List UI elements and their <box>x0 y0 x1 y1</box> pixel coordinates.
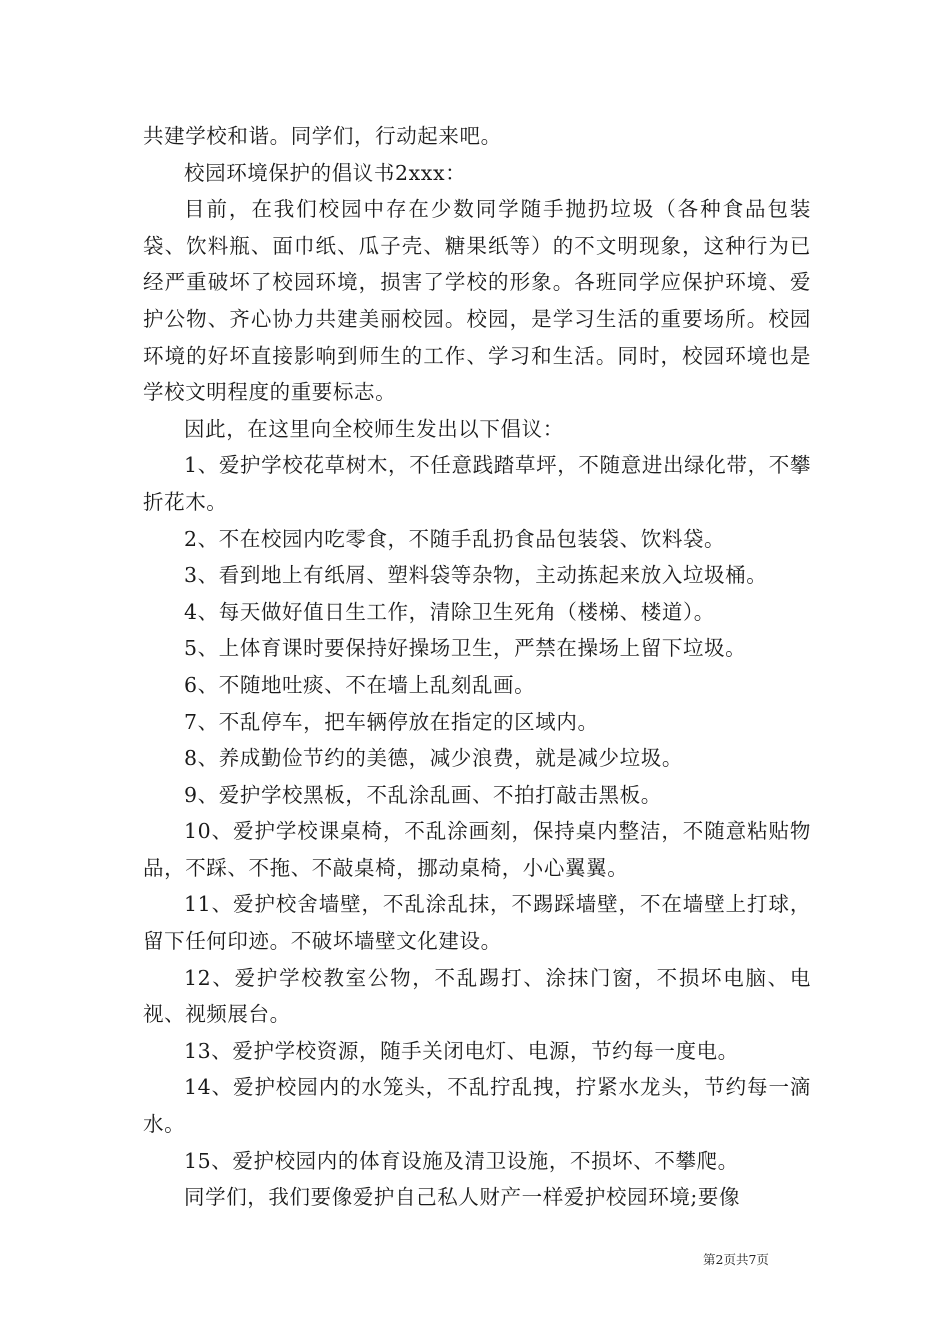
list-item: 1、爱护学校花草树木，不任意践踏草坪，不随意进出绿化带，不攀折花木。 <box>143 453 811 514</box>
list-item: 9、爱护学校黑板，不乱涂乱画、不拍打敲击黑板。 <box>184 782 662 807</box>
list-item: 11、爱护校舍墙壁，不乱涂乱抹，不踢踩墙壁，不在墙壁上打球，留下任何印迹。不破坏墙壁文化建设。 <box>143 892 811 954</box>
list-item: 4、每天做好值日生工作，清除卫生死角（楼梯、楼道）。 <box>184 599 715 624</box>
list-item: 8、养成勤俭节约的美德，减少浪费，就是减少垃圾。 <box>184 746 683 771</box>
letter-title: 校园环境保护的倡议书2xxx： <box>184 160 467 185</box>
list-item: 13、爱护学校资源，随手关闭电灯、电源，节约每一度电。 <box>184 1038 739 1063</box>
paragraph: 共建学校和谐。同学们，行动起来吧。 <box>143 124 502 148</box>
list-item: 14、爱护校园内的水笼头，不乱拧乱拽，拧紧水龙头，节约每一滴水。 <box>143 1075 811 1137</box>
page-number: 第2页共7页 <box>703 1252 769 1267</box>
body-text <box>143 118 811 1216</box>
list-item: 10、爱护学校课桌椅，不乱涂画刻，保持桌内整洁，不随意粘贴物品，不踩、不拖、不敲桌椅，挪动桌椅，小心翼翼。 <box>143 819 811 880</box>
paragraph: 因此，在这里向全校师生发出以下倡议： <box>184 416 564 441</box>
list-item: 7、不乱停车，把车辆停放在指定的区域内。 <box>184 709 599 734</box>
list-item: 6、不随地吐痰、不在墙上乱刻乱画。 <box>184 672 536 697</box>
list-item: 5、上体育课时要保持好操场卫生，严禁在操场上留下垃圾。 <box>184 636 747 661</box>
paragraph: 同学们，我们要像爱护自己私人财产一样爱护校园环境;要像 <box>184 1185 741 1210</box>
list-item: 15、爱护校园内的体育设施及清卫设施，不损坏、不攀爬。 <box>184 1148 739 1173</box>
list-item: 2、不在校园内吃零食，不随手乱扔食品包装袋、饮料袋。 <box>184 526 726 551</box>
list-item: 3、看到地上有纸屑、塑料袋等杂物，主动拣起来放入垃圾桶。 <box>184 563 768 588</box>
list-item: 12、爱护学校教室公物，不乱踢打、涂抹门窗，不损坏电脑、电视、视频展台。 <box>143 965 811 1027</box>
paragraph: 目前，在我们校园中存在少数同学随手抛扔垃圾（各种食品包装袋、饮料瓶、面巾纸、瓜子壳、糖果纸等）的不文明现象，这种行为已经严重破坏了校园环境，损害了学校的形象。各班同学应保护环境、爱护公物、齐心协力共建美丽校园。校园，是学习生活的重要场所。校园环境的好坏直接影响到师生的工作、学习和生活。同时，校园环境也是学校文明程度的重要标志。 <box>143 197 811 405</box>
